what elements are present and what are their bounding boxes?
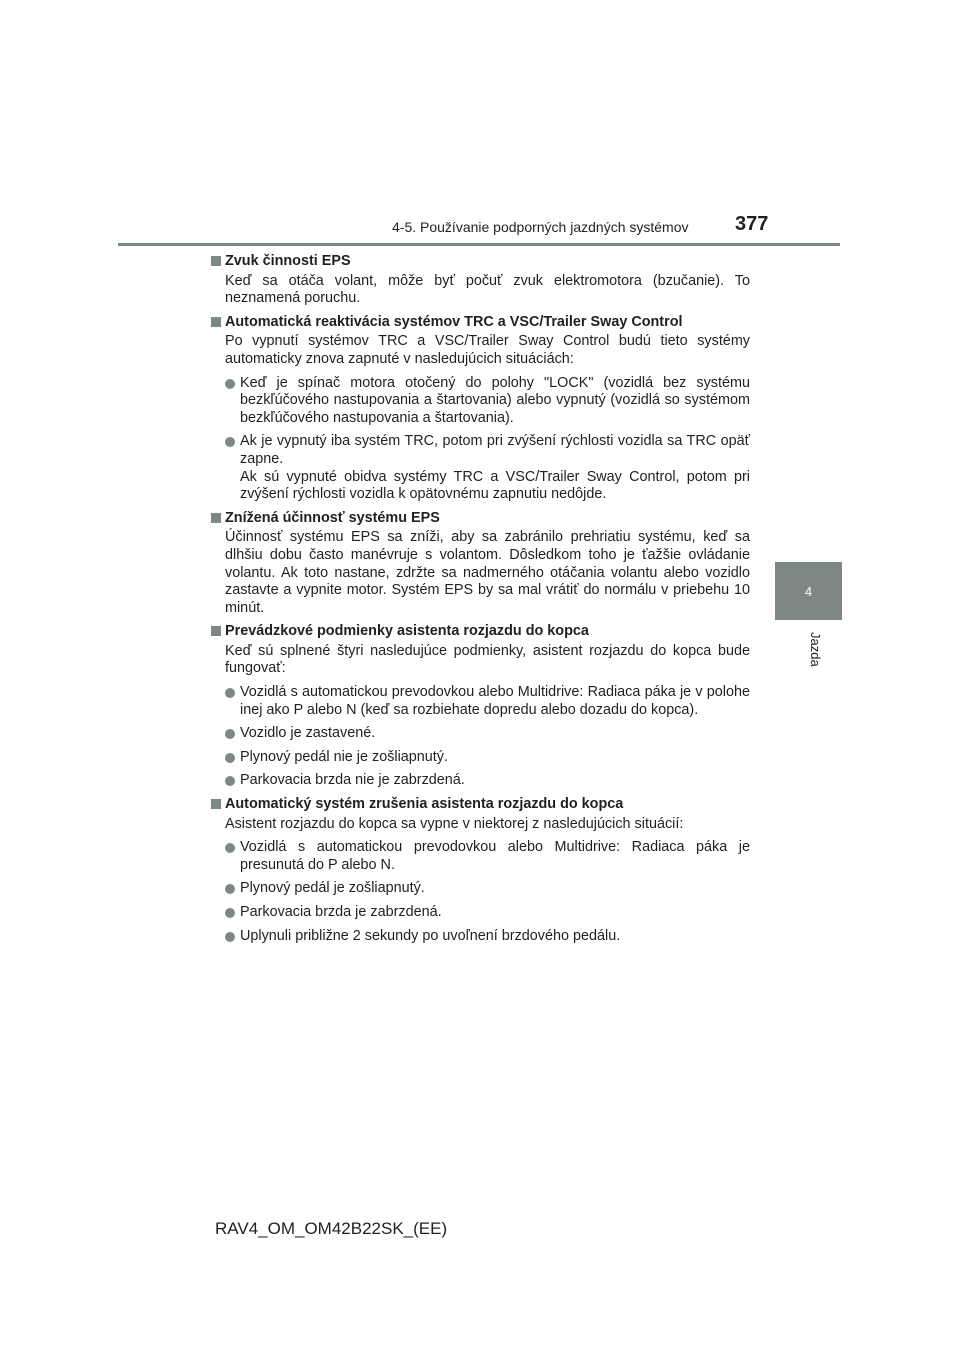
list-item-text: Plynový pedál nie je zošliapnutý. xyxy=(240,748,448,765)
list-item xyxy=(210,433,750,503)
list-item xyxy=(210,375,750,428)
square-bullet-icon xyxy=(211,626,221,636)
list-item-text: Ak je vypnutý iba systém TRC, potom pri zvýšení rýchlosti vozidla sa TRC opäť zapne. xyxy=(240,433,750,467)
paragraph: Keď sú splnené štyri nasledujúce podmienky, asistent rozjazdu do kopca bude fungovať: xyxy=(225,642,750,677)
paragraph: Asistent rozjazdu do kopca sa vypne v niektorej z nasledujúcich situácií: xyxy=(225,815,684,832)
circle-bullet-icon xyxy=(225,932,235,942)
section-heading-text: Prevádzkové podmienky asistenta rozjazdu do kopca xyxy=(225,623,589,640)
section-title: 4-5. Používanie podporných jazdných systémov xyxy=(392,219,689,235)
circle-bullet-icon xyxy=(225,437,235,447)
section-heading-text: Zvuk činnosti EPS xyxy=(225,253,351,269)
circle-bullet-icon xyxy=(225,884,235,894)
chapter-tab xyxy=(775,562,842,620)
content-section xyxy=(210,253,750,308)
chapter-number: 4 xyxy=(804,583,813,599)
paragraph: Keď sa otáča volant, môže byť počuť zvuk elektromotora (bzučanie). To neznamená poruchu. xyxy=(225,272,750,307)
list-item-text: Vozidlá s automatickou prevodovkou alebo Multidrive: Radiaca páka je presunutá do P alebo N. xyxy=(240,839,750,873)
list-item-text: Vozidlo je zastavené. xyxy=(240,725,376,742)
square-bullet-icon xyxy=(211,317,221,327)
list-item-text: Parkovacia brzda je zabrzdená. xyxy=(240,904,442,920)
list-item-text: Keď je spínač motora otočený do polohy "LOCK" (vozidlá bez systému bezkľúčového nastupovania a štartovania) alebo vypnutý (vozidlá so systémom bezkľúčového nastupovania a štartovania). xyxy=(240,374,750,426)
paragraph: Účinnosť systému EPS sa zníži, aby sa zabránilo prehriatiu systému, keď sa dlhšiu dobu často manévruje s volantom. Dôsledkom toho je ťažšie ovládanie volantu. Ak toto nastane, zdržte sa nadmerného otáčania volantu alebo vozidlo zastavte a vypnite motor. Systém EPS by sa mal vrátiť do normálu v priebehu 10 minút. xyxy=(225,529,750,616)
content-section xyxy=(210,314,750,504)
paragraph: Po vypnutí systémov TRC a VSC/Trailer Sway Control budú tieto systémy automaticky znova zapnuté v nasledujúcich situáciách: xyxy=(225,333,750,367)
document-code: RAV4_OM_OM42B22SK_(EE) xyxy=(215,1219,448,1238)
page-number: 377 xyxy=(735,213,769,235)
list-item xyxy=(210,684,750,719)
circle-bullet-icon xyxy=(225,908,235,918)
square-bullet-icon xyxy=(211,513,221,523)
list-item-text: Uplynuli približne 2 sekundy po uvoľnení brzdového pedálu. xyxy=(240,927,621,944)
content-section xyxy=(210,796,750,945)
section-heading-text: Znížená účinnosť systému EPS xyxy=(225,509,440,526)
section-heading xyxy=(210,796,750,814)
list-item xyxy=(210,904,750,922)
page-content xyxy=(210,253,750,951)
circle-bullet-icon xyxy=(225,379,235,389)
section-heading xyxy=(210,253,750,271)
circle-bullet-icon xyxy=(225,688,235,698)
content-section xyxy=(210,623,750,790)
list-item xyxy=(210,880,750,898)
content-section xyxy=(210,510,750,618)
section-heading xyxy=(210,314,750,332)
list-item xyxy=(210,749,750,767)
section-heading xyxy=(210,510,750,528)
list-item xyxy=(210,839,750,874)
circle-bullet-icon xyxy=(225,776,235,786)
header-divider xyxy=(118,243,840,246)
section-heading-text: Automatický systém zrušenia asistenta rozjazdu do kopca xyxy=(225,796,624,813)
section-heading xyxy=(210,623,750,641)
circle-bullet-icon xyxy=(225,729,235,739)
list-item-text: Plynový pedál je zošliapnutý. xyxy=(240,880,425,897)
list-item xyxy=(210,772,750,790)
list-item-text: Ak sú vypnuté obidva systémy TRC a VSC/Trailer Sway Control, potom pri zvýšení rýchlosti vozidla k opätovnému zapnutiu nedôjde. xyxy=(240,468,750,503)
square-bullet-icon xyxy=(211,256,221,266)
circle-bullet-icon xyxy=(225,843,235,853)
list-item xyxy=(210,928,750,946)
list-item xyxy=(210,725,750,743)
circle-bullet-icon xyxy=(225,753,235,763)
section-heading-text: Automatická reaktivácia systémov TRC a VSC/Trailer Sway Control xyxy=(225,313,683,330)
list-item-text: Parkovacia brzda nie je zabrzdená. xyxy=(240,772,465,789)
chapter-label: Jazda xyxy=(808,632,823,667)
list-item-text: Vozidlá s automatickou prevodovkou alebo Multidrive: Radiaca páka je v polohe inej ako P alebo N (keď sa rozbiehate dopredu alebo dozadu do kopca). xyxy=(240,684,750,718)
square-bullet-icon xyxy=(211,799,221,809)
